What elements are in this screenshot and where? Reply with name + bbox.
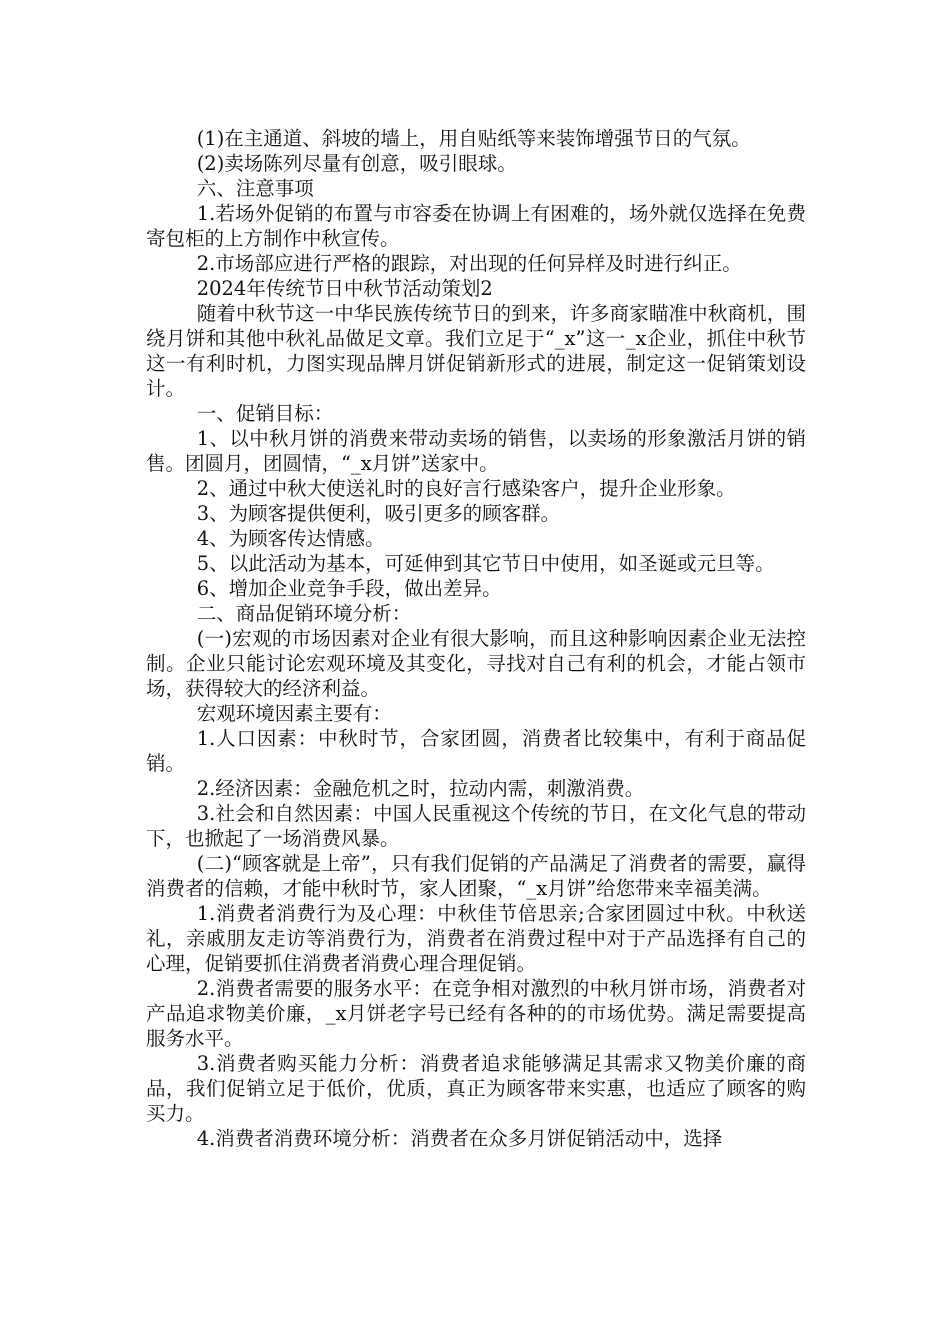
paragraph-intro: 随着中秋节这一中华民族传统节日的到来，许多商家瞄准中秋商机，围绕月饼和其他中秋礼品做足文章。我们立足于“_x”这一_x企业，抓住中秋节这一有利时机，力图实现品牌月饼促销新形式的进展，制定这一促销策划设计。	[146, 302, 806, 400]
paragraph-service-level: 2.消费者需要的服务水平：在竞争相对激烈的中秋月饼市场，消费者对产品追求物美价廉，_x月饼老字号已经有各种的的市场优势。满足需要提高服务水平。	[146, 977, 806, 1050]
paragraph-factor-population: 1.人口因素：中秋时节，合家团圆，消费者比较集中，有利于商品促销。	[146, 727, 806, 775]
paragraph-goal-2: 2、通过中秋大使送礼时的良好言行感染客户，提升企业形象。	[196, 477, 736, 500]
paragraph-consumption-environment: 4.消费者消费环境分析：消费者在众多月饼促销活动中，选择	[196, 1127, 723, 1150]
paragraph-macro-factors: 宏观环境因素主要有：	[196, 702, 392, 725]
paragraph-factor-economy: 2.经济因素：金融危机之时，拉动内需，刺激消费。	[196, 777, 645, 800]
paragraph-customer: (二)“顾客就是上帝”，只有我们促销的产品满足了消费者的需要，赢得消费者的信赖，才能中秋时节，家人团聚，“_x月饼”给您带来幸福美满。	[146, 852, 806, 900]
paragraph-decoration-2: (2)卖场陈列尽量有创意，吸引眼球。	[196, 152, 517, 175]
section-heading-notes: 六、注意事项	[196, 177, 314, 200]
document-subtitle: 2024年传统节日中秋节活动策划2	[196, 277, 493, 300]
paragraph-goal-1: 1、以中秋月饼的消费来带动卖场的销售，以卖场的形象激活月饼的销售。团圆月，团圆情，“_x月饼”送家中。	[146, 427, 806, 475]
document-page	[146, 126, 806, 1151]
paragraph-goal-6: 6、增加企业竞争手段，做出差异。	[196, 577, 502, 600]
paragraph-note-1: 1.若场外促销的布置与市容委在协调上有困难的，场外就仅选择在免费寄包柜的上方制作中秋宣传。	[146, 202, 806, 250]
paragraph-factor-society: 3.社会和自然因素：中国人民重视这个传统的节日，在文化气息的带动下，也掀起了一场消费风暴。	[146, 802, 806, 850]
paragraph-goal-3: 3、为顾客提供便利，吸引更多的顾客群。	[196, 502, 561, 525]
paragraph-purchasing-power: 3.消费者购买能力分析：消费者追求能够满足其需求又物美价廉的商品，我们促销立足于低价，优质，真正为顾客带来实惠，也适应了顾客的购买力。	[146, 1052, 806, 1125]
paragraph-decoration-1: (1)在主通道、斜坡的墙上，用自贴纸等来装饰增强节日的气氛。	[196, 127, 751, 150]
paragraph-goal-5: 5、以此活动为基本，可延伸到其它节日中使用，如圣诞或元旦等。	[196, 552, 775, 575]
section-heading-environment: 二、商品促销环境分析：	[196, 602, 412, 625]
paragraph-note-2: 2.市场部应进行严格的跟踪，对出现的任何异样及时进行纠正。	[196, 252, 742, 275]
paragraph-macro: (一)宏观的市场因素对企业有很大影响，而且这种影响因素企业无法控制。企业只能讨论宏观环境及其变化，寻找对自己有利的机会，才能占领市场，获得较大的经济利益。	[146, 627, 806, 700]
paragraph-consumer-behavior: 1.消费者消费行为及心理：中秋佳节倍思亲;合家团圆过中秋。中秋送礼，亲戚朋友走访等消费行为，消费者在消费过程中对于产品选择有自己的心理，促销要抓住消费者消费心理合理促销。	[146, 902, 806, 975]
section-heading-goals: 一、促销目标：	[196, 402, 334, 425]
paragraph-goal-4: 4、为顾客传达情感。	[196, 527, 385, 550]
